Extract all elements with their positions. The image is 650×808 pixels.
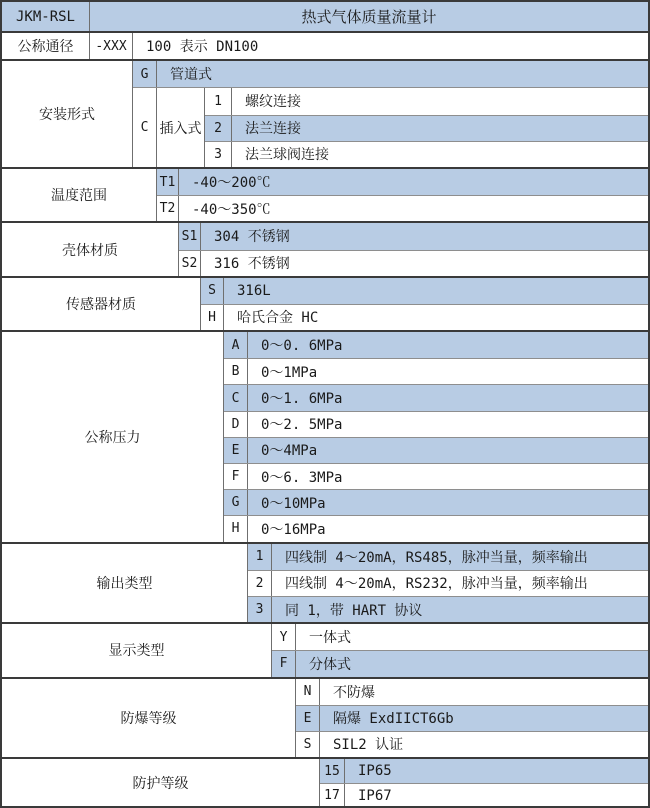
option-code-cell: F [224,464,248,489]
option-code-cell: S [201,278,224,304]
option-desc-cell: 哈氏合金 HC [237,310,319,327]
option-row [224,489,648,515]
option-row [224,384,648,410]
option-row [224,437,648,463]
option-code-cell: E [224,438,248,463]
output-type-label: 输出类型 [2,544,248,623]
option-desc-cell: SIL2 认证 [333,737,404,754]
option-desc-cell: -40～200℃ [179,169,648,195]
insertion-type-subgroup [133,87,648,167]
protection-grade-label: 防护等级 [2,759,320,807]
option-code-cell: F [272,651,296,676]
option-row [205,115,648,141]
option-desc-cell: 316L [224,278,648,304]
option-code-cell: B [224,359,248,384]
option-desc-cell: 0～6. 3MPa [261,469,343,486]
option-row [248,570,648,596]
option-row [157,195,648,221]
group-explosion-proof-grade [2,677,648,758]
option-row [248,544,648,570]
temperature-range-label: 温度范围 [2,169,157,221]
option-code-cell: H [224,516,248,541]
group-display-type [2,622,648,676]
installation-type-label: 安装形式 [2,61,133,167]
option-row [296,705,648,731]
option-desc-cell: 分体式 [296,651,648,676]
option-code-cell: D [224,412,248,437]
option-row [248,596,648,622]
option-desc-cell: 0～0. 6MPa [248,332,648,358]
product-title-row [90,2,648,31]
option-desc-cell: IP67 [358,787,392,804]
option-code-cell: G [224,490,248,515]
option-desc-cell: 100 表示 DN100 [146,39,259,56]
option-row [224,515,648,541]
option-code-cell: 15 [320,759,345,783]
group-nominal-diameter [2,31,648,59]
option-code-cell: A [224,332,248,358]
option-desc-cell: 0～1MPa [261,364,318,381]
option-code-cell: 3 [248,597,272,622]
option-desc-cell: IP65 [345,759,648,783]
model-code-cell: JKM-RSL [2,2,90,31]
option-code-cell: 17 [320,784,345,807]
option-row [201,278,648,304]
group-housing-material [2,221,648,275]
option-desc-cell: 法兰球阀连接 [245,147,329,164]
option-row [224,358,648,384]
option-code-cell: G [133,61,157,87]
option-row [179,250,648,276]
option-code-cell: C [224,385,248,410]
explosion-proof-grade-label: 防爆等级 [2,679,296,758]
option-code-cell: 1 [248,544,272,570]
option-code-cell: S [296,732,320,757]
option-desc-cell: 四线制 4～20mA，RS485，脉冲当量，频率输出 [272,544,648,570]
nominal-diameter-label: 公称通径 [2,33,90,59]
option-row [224,463,648,489]
option-code-cell: N [296,679,320,705]
option-row [272,650,648,676]
option-row [133,61,648,87]
subgroup-label-cell: 插入式 [157,88,205,167]
option-code-cell: -XXX [90,33,133,59]
option-desc-cell: 不防爆 [333,684,375,701]
option-row [205,141,648,167]
option-desc-cell: 四线制 4～20mA，RS232，脉冲当量，频率输出 [285,576,588,593]
option-row [201,304,648,330]
option-code-cell: T2 [157,196,179,221]
group-installation-type [2,59,648,167]
housing-material-label: 壳体材质 [2,223,179,275]
option-row [296,679,648,705]
option-desc-cell: 304 不锈钢 [201,223,648,249]
option-desc-cell: 316 不锈钢 [214,256,290,273]
group-temperature-range [2,167,648,221]
header-row [2,2,648,31]
option-row [179,223,648,249]
option-code-cell: S2 [179,251,201,276]
group-nominal-pressure [2,330,648,542]
option-desc-cell: 管道式 [157,61,648,87]
sensor-material-label: 传感器材质 [2,278,201,330]
option-desc-cell: 0～2. 5MPa [261,417,343,434]
option-code-cell: E [296,706,320,731]
option-desc-cell: 0～1. 6MPa [248,385,648,410]
option-row [320,759,648,783]
option-desc-cell: -40～350℃ [192,201,271,218]
option-row [90,33,648,59]
option-desc-cell: 螺纹连接 [245,94,301,111]
option-desc-cell: 隔爆 ExdIICT6Gb [320,706,648,731]
option-row [224,411,648,437]
option-code-cell: T1 [157,169,179,195]
option-desc-cell: 一体式 [309,630,351,647]
nominal-pressure-label: 公称压力 [2,332,224,542]
product-name-cell: 热式气体质量流量计 [90,2,648,31]
option-desc-cell: 0～4MPa [248,438,648,463]
option-code-cell: S1 [179,223,201,249]
display-type-label: 显示类型 [2,624,272,676]
option-row [205,88,648,114]
option-code-cell: 2 [205,116,232,141]
group-output-type [2,542,648,623]
option-code-cell: 3 [205,142,232,167]
option-code-cell: 1 [205,88,232,114]
option-desc-cell: 法兰连接 [232,116,648,141]
option-desc-cell: 0～16MPa [261,521,326,538]
group-sensor-material [2,276,648,330]
option-row [320,783,648,807]
option-row [157,169,648,195]
option-code-cell: 2 [248,571,272,596]
option-row [224,332,648,358]
option-code-cell: H [201,305,224,330]
option-code-cell: Y [272,624,296,650]
option-row [272,624,648,650]
option-row [296,731,648,757]
option-desc-cell: 同 1，带 HART 协议 [272,597,648,622]
group-protection-grade [2,757,648,807]
subgroup-code-cell: C [133,88,157,167]
option-desc-cell: 0～10MPa [248,490,648,515]
